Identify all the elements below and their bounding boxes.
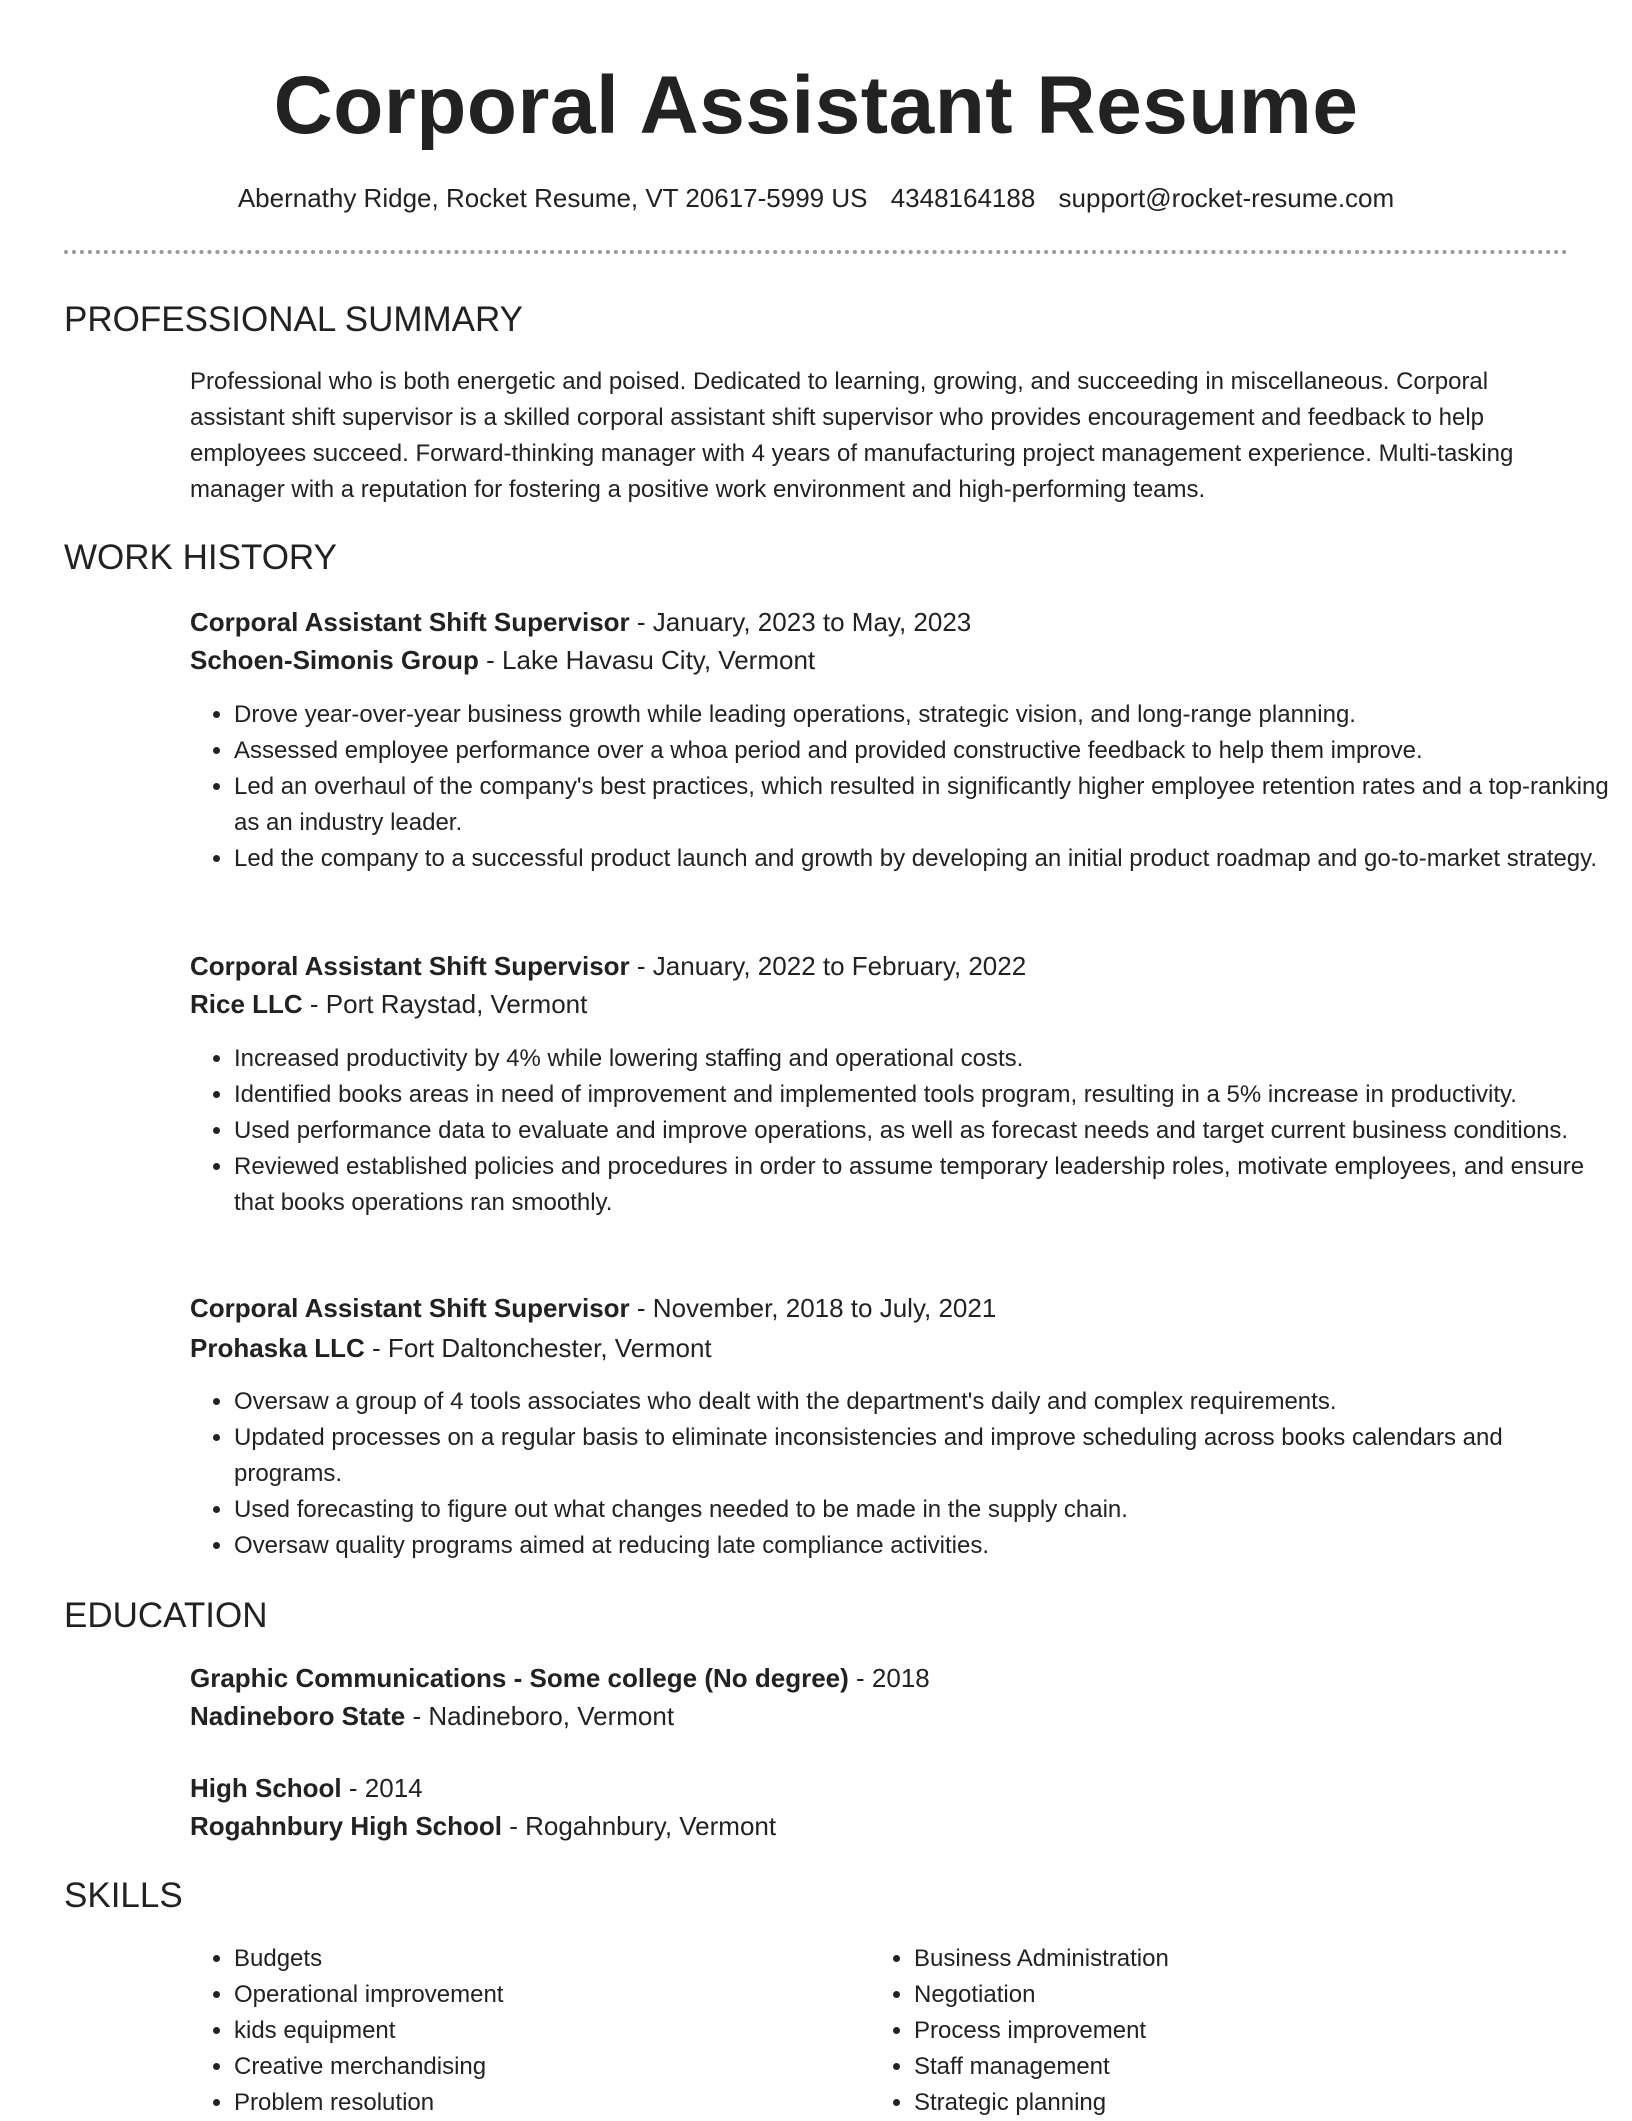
job-2-dates: - January, 2022 to February, 2022 <box>629 951 1027 981</box>
job-3-title: Corporal Assistant Shift Supervisor <box>190 1293 630 1323</box>
job-3-bullets <box>190 1384 1614 1564</box>
list-item: • Identified books areas in need of improvement and implemented tools program, resulting in a 5% increase in productivity. <box>234 1077 1614 1113</box>
contact-email[interactable]: support@rocket-resume.com <box>1058 183 1395 213</box>
education-2-school: Rogahnbury High School <box>190 1811 502 1841</box>
list-item: • Strategic planning <box>914 2085 1534 2121</box>
education-1-school: Nadineboro State <box>190 1701 406 1731</box>
summary-heading: PROFESSIONAL SUMMARY <box>64 300 523 339</box>
contact-line <box>0 180 1632 216</box>
job-2-location: - Port Raystad, Vermont <box>302 989 588 1019</box>
education-1-location: - Nadineboro, Vermont <box>405 1701 675 1731</box>
education-1-school-line <box>190 1698 674 1734</box>
summary-text: Professional who is both energetic and poised. Dedicated to learning, growing, and succeeding in miscellaneous. Corporal assistant shift supervisor is a skilled corporal assistant shift supervisor who provides encouragement and feedback to help employees succeed. Forward-thinking manager with 4 years of manufacturing project management experience. Multi-tasking manager with a reputation for fostering a positive work environment and high-performing teams. <box>190 368 1514 503</box>
list-item: • Led the company to a successful product launch and growth by developing an initial product roadmap and go-to-market strategy. <box>234 841 1614 877</box>
job-1-dates: - January, 2023 to May, 2023 <box>629 607 972 637</box>
job-1-company-line <box>190 642 815 678</box>
list-item: • Budgets <box>234 1941 854 1977</box>
job-2-title-line <box>190 948 1026 984</box>
job-1-bullets <box>190 697 1614 877</box>
skills-list-left <box>190 1941 854 2121</box>
job-1-title-line <box>190 604 971 640</box>
list-item: • Negotiation <box>914 1977 1534 2013</box>
education-2-degree: High School <box>190 1773 342 1803</box>
contact-address: Abernathy Ridge, Rocket Resume, VT 20617-5999 US <box>237 183 868 213</box>
list-item: • Creative merchandising <box>234 2049 854 2085</box>
list-item: • Problem resolution <box>234 2085 854 2121</box>
list-item: • Used forecasting to figure out what changes needed to be made in the supply chain. <box>234 1492 1614 1528</box>
list-item: • Used performance data to evaluate and improve operations, as well as forecast needs and target current business conditions. <box>234 1113 1614 1149</box>
list-item: • kids equipment <box>234 2013 854 2049</box>
education-2-school-line <box>190 1808 776 1844</box>
list-item: • Staff management <box>914 2049 1534 2085</box>
list-item: • Oversaw a group of 4 tools associates who dealt with the department's daily and complex requirements. <box>234 1384 1614 1420</box>
education-heading: EDUCATION <box>64 1596 268 1635</box>
list-item: • Business Administration <box>914 1941 1534 1977</box>
list-item: • Assessed employee performance over a whoa period and provided constructive feedback to help them improve. <box>234 733 1614 769</box>
job-3-location: - Fort Daltonchester, Vermont <box>364 1333 712 1363</box>
education-1-degree: Graphic Communications - Some college (No degree) <box>190 1663 849 1693</box>
page-title: Corporal Assistant Resume <box>273 60 1359 151</box>
job-2-company: Rice LLC <box>190 989 303 1019</box>
list-item: • Process improvement <box>914 2013 1534 2049</box>
contact-phone: 4348164188 <box>890 183 1036 213</box>
job-3-company: Prohaska LLC <box>190 1333 365 1363</box>
job-3-title-line <box>190 1290 996 1326</box>
list-item: • Drove year-over-year business growth while leading operations, strategic vision, and long-range planning. <box>234 697 1614 733</box>
education-2-degree-line <box>190 1770 423 1806</box>
education-2-location: - Rogahnbury, Vermont <box>502 1811 777 1841</box>
education-1-year: - 2018 <box>848 1663 930 1693</box>
job-2-title: Corporal Assistant Shift Supervisor <box>190 951 630 981</box>
list-item: • Led an overhaul of the company's best practices, which resulted in significantly higher employee retention rates and a top-ranking as an industry leader. <box>234 769 1614 841</box>
job-2-company-line <box>190 986 587 1022</box>
education-1-degree-line <box>190 1660 930 1696</box>
list-item: • Operational improvement <box>234 1977 854 2013</box>
list-item: • Oversaw quality programs aimed at reducing late compliance activities. <box>234 1528 1614 1564</box>
header-divider <box>64 250 1568 254</box>
list-item: • Updated processes on a regular basis to eliminate inconsistencies and improve scheduling across books calendars and programs. <box>234 1420 1614 1492</box>
list-item: • Reviewed established policies and procedures in order to assume temporary leadership roles, motivate employees, and ensure that books operations ran smoothly. <box>234 1149 1614 1221</box>
job-1-location: - Lake Havasu City, Vermont <box>478 645 816 675</box>
job-1-company: Schoen-Simonis Group <box>190 645 479 675</box>
list-item: • Increased productivity by 4% while lowering staffing and operational costs. <box>234 1041 1614 1077</box>
job-1-title: Corporal Assistant Shift Supervisor <box>190 607 630 637</box>
job-3-dates: - November, 2018 to July, 2021 <box>629 1293 997 1323</box>
work-history-heading: WORK HISTORY <box>64 538 337 577</box>
skills-list-right <box>870 1941 1534 2121</box>
job-3-company-line <box>190 1330 712 1366</box>
job-2-bullets <box>190 1041 1614 1221</box>
education-2-year: - 2014 <box>341 1773 423 1803</box>
skills-heading: SKILLS <box>64 1876 183 1915</box>
